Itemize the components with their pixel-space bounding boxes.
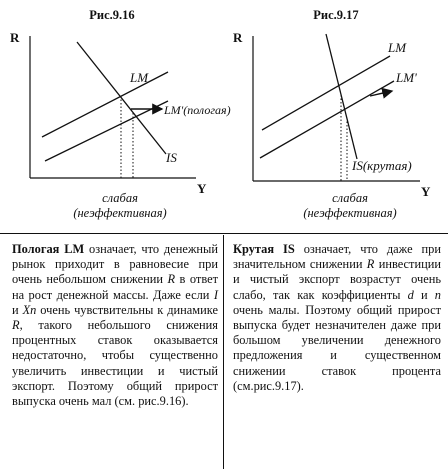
text-run: и bbox=[12, 302, 23, 317]
lm-shifted-label: LM' bbox=[396, 70, 417, 85]
text-run: инвестиции и чистый экспорт возрастут очень слабо, так как коэффициенты bbox=[233, 257, 441, 302]
x-axis-label: Y bbox=[197, 181, 207, 196]
text-run: , такого небольшого снижения процентных ставок оказывается недостаточно, чтобы существенно увеличить инвестиции и чистый экспорт. Поэтому общий прирост выпуска очень мал (см. рис.9.16). bbox=[12, 318, 218, 409]
lead-term: Крутая IS bbox=[233, 242, 295, 256]
lm-shifted-curve bbox=[45, 101, 168, 161]
x-axis-label: Y bbox=[421, 184, 431, 199]
figure-9-16 bbox=[0, 0, 231, 232]
lm-curve bbox=[42, 72, 168, 137]
text-run: означает, что даже при значительном снижении bbox=[233, 242, 441, 272]
text-run: очень малы. Поэтому общий прирост выпуска будет незначителен даже при большом увеличении денежного предложения и существенном снижении ставок процента (см.рис.9.17). bbox=[233, 302, 441, 393]
text-run: в ответ на рост денежной массы. Даже если bbox=[12, 272, 219, 302]
lm-label: LM bbox=[388, 40, 407, 55]
figure-title: Рис.9.17 bbox=[313, 8, 359, 22]
figure-title: Рис.9.16 bbox=[89, 8, 135, 22]
paragraph-steep-is bbox=[233, 242, 441, 394]
is-curve bbox=[77, 42, 166, 154]
text-run: и bbox=[413, 287, 435, 302]
y-axis-label: R bbox=[10, 30, 20, 45]
figure-caption bbox=[280, 191, 420, 221]
is-label: IS bbox=[166, 150, 177, 165]
is-label: IS(крутая) bbox=[352, 158, 412, 173]
variable: Xn bbox=[22, 302, 37, 317]
variable: I bbox=[213, 287, 218, 302]
horizontal-divider bbox=[0, 233, 448, 234]
y-axis-label: R bbox=[233, 30, 243, 45]
lm-shifted-label: LM'(пологая) bbox=[164, 103, 231, 117]
caption-line-2: (неэффективная) bbox=[73, 206, 167, 220]
variable: R bbox=[12, 318, 20, 333]
lm-label: LM bbox=[130, 70, 149, 85]
caption-line-2: (неэффективная) bbox=[303, 206, 397, 220]
variable: R bbox=[366, 257, 375, 272]
text-run: очень чувствительны к динамике bbox=[36, 302, 218, 317]
figure-9-17 bbox=[224, 0, 448, 232]
variable: R bbox=[167, 272, 176, 287]
caption-line-1: слабая bbox=[332, 191, 368, 205]
paragraph-flat-lm bbox=[12, 242, 218, 409]
lm-curve bbox=[262, 56, 390, 130]
caption-line-1: слабая bbox=[102, 191, 138, 205]
variable: d bbox=[407, 287, 414, 302]
figure-caption bbox=[50, 191, 190, 221]
vertical-divider bbox=[223, 235, 224, 469]
variable: n bbox=[434, 287, 441, 302]
lead-term: Пологая LM bbox=[12, 242, 85, 256]
text-run: означает, что денежный рынок приходит в равновесие при очень небольшом снижении bbox=[12, 242, 218, 287]
